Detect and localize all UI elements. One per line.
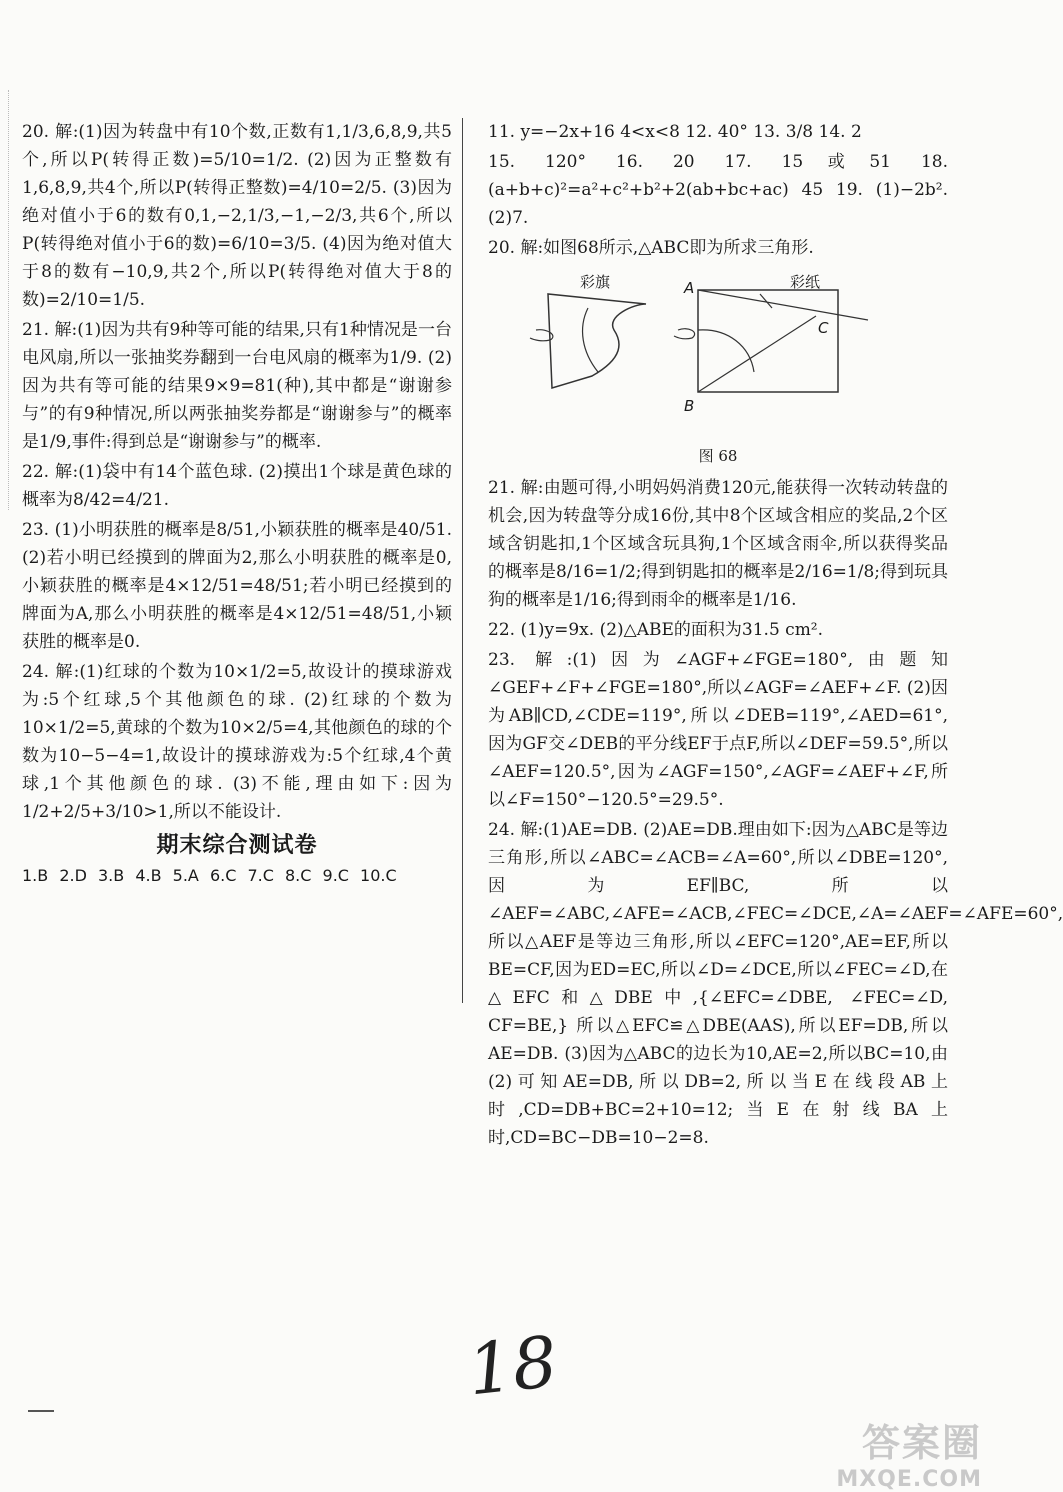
answer-q23-left: 23. (1)小明获胜的概率是8/51,小颖获胜的概率是40/51. (2)若小明已经摸到的牌面为2,那么小明获胜的概率是0,小颖获胜的概率是4×12/51=48/51;若小明已经摸到的牌面为A,那么小明获胜的概率是4×12/51=48/51,小颖获胜的概率是0. (22, 520, 452, 652)
page-edge-shadow (0, 90, 9, 510)
footer-rule (28, 1410, 54, 1412)
figure-68 (528, 268, 948, 438)
point-c-label: C (818, 319, 829, 337)
fill-answers-11-14: 11. y=−2x+16 4<x<8 12. 40° 13. 3/8 14. 2 (488, 122, 862, 142)
section-title: 期末综合测试卷 (156, 833, 318, 858)
answer-q21-right: 21. 解:由题可得,小明妈妈消费120元,能获得一次转动转盘的机会,因为转盘等分成16份,其中8个区域含相应的奖品,2个区域含钥匙扣,1个区域含玩具狗,1个区域含雨伞,所以获得奖品的概率是8/16=1/2;得到钥匙扣的概率是2/16=1/8;得到玩具狗的概率是1/16;得到雨伞的概率是1/16. (488, 478, 949, 610)
fill-answers-15-19: 15. 120° 16. 20 17. 15或51 18. (a+b+c)²=a²+c²+b²+2(ab+bc+ac) 45 19. (1)−2b². (2)7. (488, 152, 948, 228)
answer-q20-right: 20. 解:如图68所示,△ABC即为所求三角形. (488, 238, 814, 258)
figure-label-flag: 彩旗 (580, 273, 611, 291)
column-divider (462, 118, 463, 1003)
watermark-url: MXQE.COM (836, 1467, 982, 1492)
handwritten-page-number: 18 (463, 1320, 562, 1412)
answer-q22-right: 22. (1)y=9x. (2)△ABE的面积为31.5 cm². (488, 620, 824, 640)
point-b-label: B (684, 397, 695, 415)
answer-q24-left: 24. 解:(1)红球的个数为10×1/2=5,故设计的摸球游戏为:5个红球,5个其他颜色的球. (2)红球的个数为10×1/2=5,黄球的个数为10×2/5=4,其他颜色的球的个数为10−5−4=1,故设计的摸球游戏为:5个红球,4个黄球,1个其他颜色的球. (3)不能,理由如下:因为1/2+2/5+3/10>1,所以不能设计. (22, 662, 452, 822)
answer-q22-left: 22. 解:(1)袋中有14个蓝色球. (2)摸出1个球是黄色球的概率为8/42=4/21. (22, 462, 452, 510)
watermark (836, 1412, 982, 1492)
watermark-logo-text: 答案圈 (861, 1421, 982, 1465)
right-column (488, 118, 1063, 1154)
answer-q21-left: 21. 解:(1)因为共有9种等可能的结果,只有1种情况是一台电风扇,所以一张抽奖券翻到一台电风扇的概率为1/9. (2)因为共有等可能的结果9×9=81(种),其中都是“谢谢参与”的有9种情况,所以两张抽奖券都是“谢谢参与”的概率是1/9,事件:得到总是“谢谢参与”的概率. (22, 320, 452, 452)
answer-q23-right: 23. 解:(1)因为∠AGF+∠FGE=180°,由题知∠GEF+∠F+∠FGE=180°,所以∠AGF=∠AEF+∠F. (2)因为AB∥CD,∠CDE=119°,所以∠DEB=119°,∠AED=61°,因为GF交∠DEB的平分线EF于点F,所以∠DEF=59.5°,所以∠AEF=120.5°,因为∠AGF=150°,∠AGF=∠AEF+∠F,所以∠F=150°−120.5°=29.5°. (488, 650, 948, 810)
figure-caption: 图 68 (698, 447, 738, 465)
construction-drawing (528, 268, 948, 438)
point-a-label: A (684, 279, 695, 297)
figure-label-paper: 彩纸 (790, 273, 821, 291)
left-column (22, 118, 452, 890)
answer-q20-left: 20. 解:(1)因为转盘中有10个数,正数有1,1/3,6,8,9,共5个,所以P(转得正数)=5/10=1/2. (2)因为正整数有1,6,8,9,共4个,所以P(转得正整数)=4/10=2/5. (3)因为绝对值小于6的数有0,1,−2,1/3,−1,−2/3,共6个,所以P(转得绝对值小于6的数)=6/10=3/5. (4)因为绝对值大于8的数有−10,9,共2个,所以P(转得绝对值大于8的数)=2/10=1/5. (22, 122, 452, 310)
answer-q24-right: 24. 解:(1)AE=DB. (2)AE=DB.理由如下:因为△ABC是等边三角形,所以∠ABC=∠ACB=∠A=60°,所以∠DBE=120°,因为EF∥BC,所以∠AEF=∠ABC,∠AFE=∠ACB,∠FEC=∠DCE,∠A=∠AEF=∠AFE=60°,所以△AEF是等边三角形,所以∠EFC=120°,AE=EF,所以BE=CF,因为ED=EC,所以∠D=∠DCE,所以∠FEC=∠D,在△EFC和△DBE中,{∠EFC=∠DBE, ∠FEC=∠D, CF=BE,} 所以△EFC≌△DBE(AAS),所以EF=DB,所以AE=DB. (3)因为△ABC的边长为10,AE=2,所以BC=10,由(2)可知AE=DB,所以DB=2,所以当E在线段AB上时,CD=DB+BC=2+10=12;当E在射线BA上时,CD=BC−DB=10−2=8. (488, 820, 1063, 1148)
multiple-choice-answers: 1.B 2.D 3.B 4.B 5.A 6.C 7.C 8.C 9.C 10.C (22, 866, 397, 885)
